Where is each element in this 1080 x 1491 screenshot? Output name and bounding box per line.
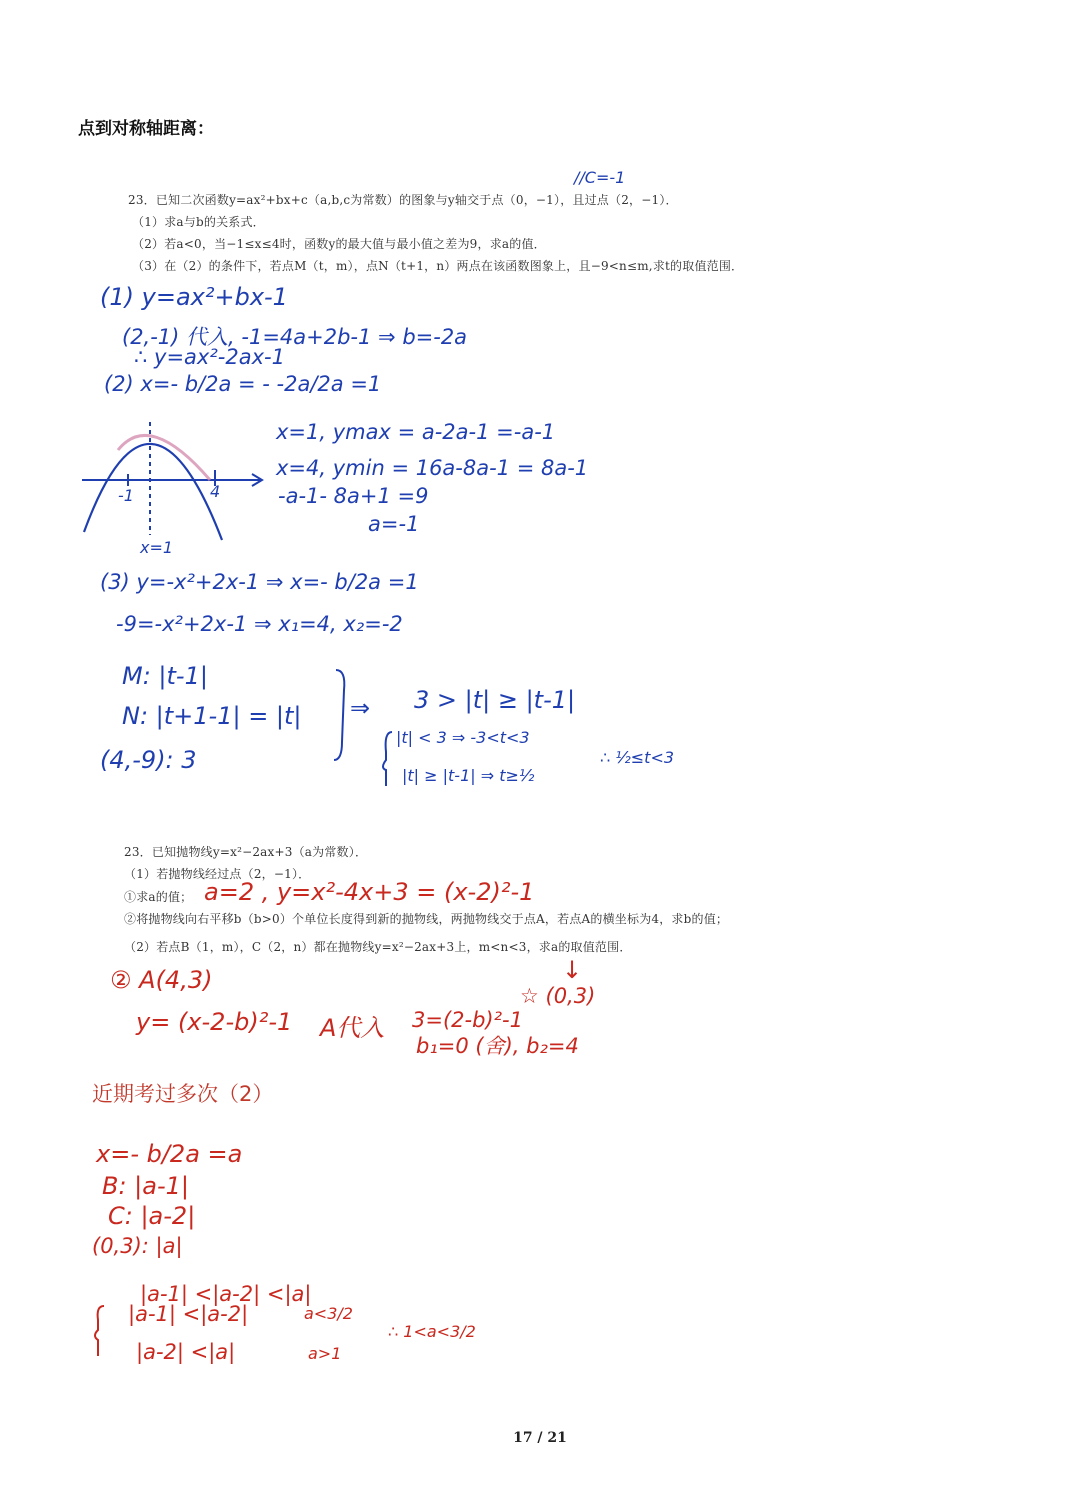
problem2-q1a-answer: a=2 , y=x²-4x+3 = (x-2)²-1 <box>204 878 535 906</box>
problem1-stem: 23．已知二次函数y=ax²+bx+c（a,b,c为常数）的图象与y轴交于点（0，−1），且过点（2，−1）． <box>128 193 678 207</box>
sol2-line5: b₁=0 (舍), b₂=4 <box>416 1034 579 1058</box>
sol1-line3: ∴ y=ax²-2ax-1 <box>134 345 285 369</box>
sol1-line8: a=-1 <box>368 512 420 536</box>
problem1-q3: （3）在（2）的条件下，若点M（t，m），点N（t+1，n）两点在该函数图象上，且−9<n≤m,求t的取值范围． <box>132 259 744 273</box>
sol2-line2: y= (x-2-b)²-1 <box>136 1008 293 1036</box>
sol1-arrow: ⇒ <box>350 694 371 722</box>
sol1-m: M: |t-1| <box>122 662 208 690</box>
sol2-line1: ② A(4,3) <box>110 966 213 994</box>
sol1-range2: |t| < 3 ⇒ -3<t<3 <box>396 728 530 747</box>
problem1-q1: （1）求a与b的关系式． <box>132 215 265 229</box>
problem2-q1: （1）若抛物线经过点（2，−1）． <box>124 867 311 881</box>
problem1-q2: （2）若a<0，当−1≤x≤4时，函数y的最大值与最小值之差为9，求a的值． <box>132 237 546 251</box>
sol1-line6: x=4, ymin = 16a-8a-1 = 8a-1 <box>276 456 589 480</box>
sol2-line14: a>1 <box>308 1344 342 1363</box>
sol2-line13: |a-2| <|a| <box>136 1340 236 1364</box>
graph-label-neg1: -1 <box>118 486 134 505</box>
sol1-point: (4,-9): 3 <box>100 746 197 774</box>
sol2-line8: C: |a-2| <box>108 1202 196 1230</box>
sol1-n: N: |t+1-1| = |t| <box>122 702 302 730</box>
sol1-line10: -9=-x²+2x-1 ⇒ x₁=4, x₂=-2 <box>116 612 403 636</box>
sol1-line5: x=1, ymax = a-2a-1 =-a-1 <box>276 420 556 444</box>
sol2-line3: A代入 <box>320 1014 385 1042</box>
page-number: 17 / 21 <box>513 1430 567 1446</box>
hw-c-note: //C=-1 <box>574 168 626 187</box>
sol1-line7: -a-1- 8a+1 =9 <box>278 484 429 508</box>
sol1-answer: ∴ ½≤t<3 <box>600 748 675 767</box>
sol1-line2: (2,-1) 代入, -1=4a+2b-1 ⇒ b=-2a <box>122 325 468 349</box>
sol1-line4: (2) x=- b/2a = - -2a/2a =1 <box>104 372 382 396</box>
problem2-q2: （2）若点B（1，m），C（2，n）都在抛物线y=x²−2ax+3上，m<n<3，求a的取值范围． <box>124 940 632 954</box>
sol2-line7: B: |a-1| <box>102 1172 189 1200</box>
sol1-range1: 3 > |t| ≥ |t-1| <box>414 686 576 714</box>
sol1-line1: (1) y=ax²+bx-1 <box>100 283 288 311</box>
graph-label-4: 4 <box>210 482 221 501</box>
sol2-line9: (0,3): |a| <box>92 1234 183 1258</box>
recent-exam-note: 近期考过多次（2） <box>92 1082 274 1106</box>
section-title: 点到对称轴距离： <box>78 119 214 139</box>
sol2-line11: |a-1| <|a-2| <box>128 1302 249 1326</box>
sol2-star: ☆ (0,3) <box>520 984 596 1008</box>
down-arrow: ↓ <box>562 956 583 984</box>
sol2-answer: ∴ 1<a<3/2 <box>388 1322 476 1341</box>
sol2-line6: x=- b/2a =a <box>96 1140 243 1168</box>
sol2-line12: a<3/2 <box>304 1304 353 1323</box>
sol1-line9: (3) y=-x²+2x-1 ⇒ x=- b/2a =1 <box>100 570 419 594</box>
sol2-line10: |a-1| <|a-2| <|a| <box>140 1282 312 1306</box>
sol1-range3: |t| ≥ |t-1| ⇒ t≥½ <box>402 766 535 785</box>
sol2-line4: 3=(2-b)²-1 <box>412 1008 523 1032</box>
problem2-q1b: ②将抛物线向右平移b（b>0）个单位长度得到新的抛物线，两抛物线交于点A，若点A的横坐标为4，求b的值； <box>124 912 729 926</box>
problem2-q1a-label: ①求a的值； <box>124 890 193 904</box>
problem2-stem: 23．已知抛物线y=x²−2ax+3（a为常数）． <box>124 845 368 859</box>
graph-label-axis: x=1 <box>140 538 174 557</box>
